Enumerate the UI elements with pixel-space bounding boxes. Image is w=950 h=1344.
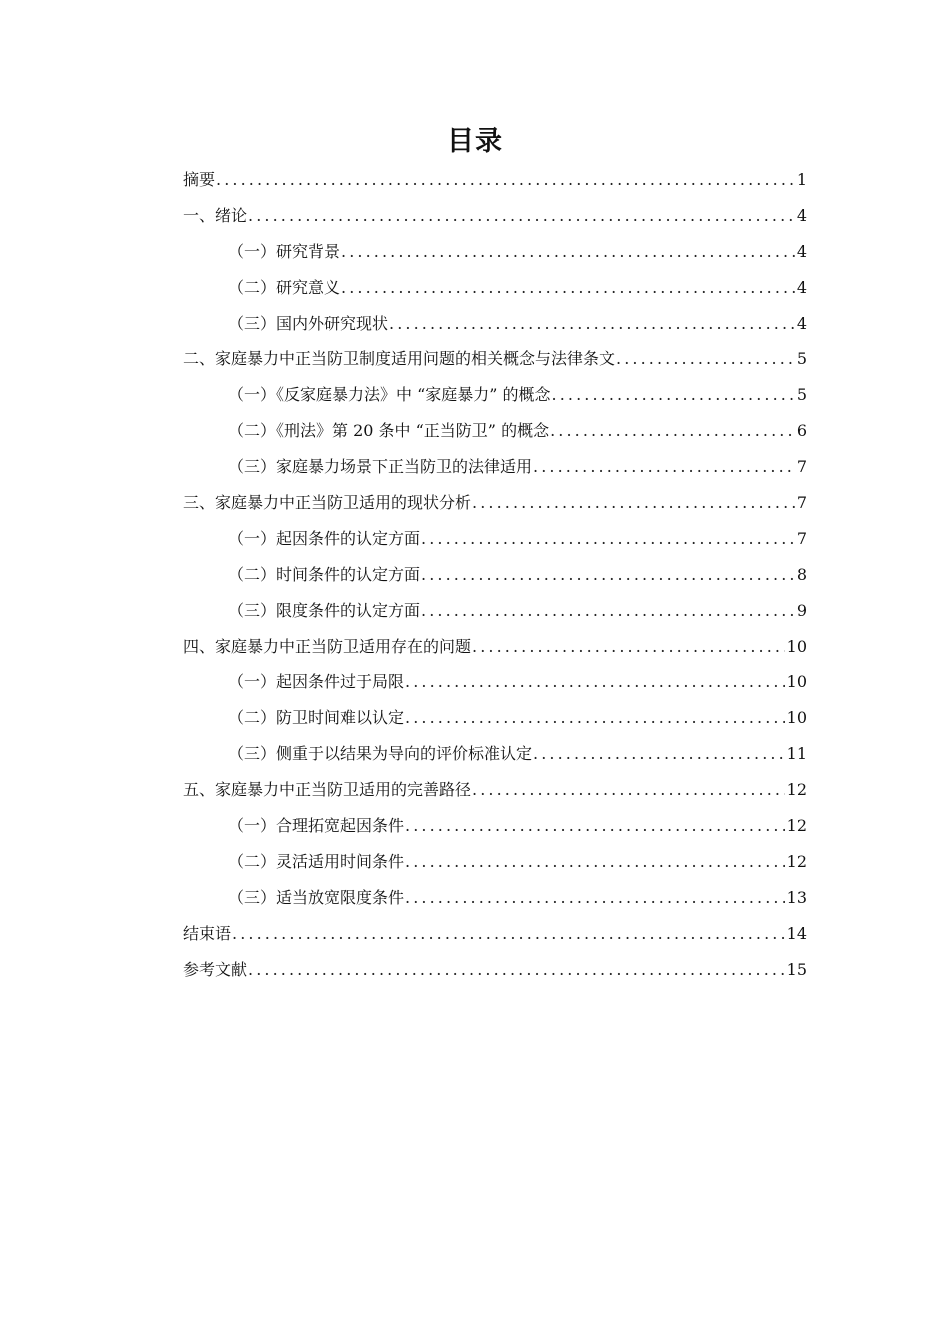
toc-dot-leader bbox=[421, 521, 795, 557]
toc-entry[interactable] bbox=[183, 629, 807, 665]
toc-dot-leader bbox=[232, 916, 785, 952]
toc-entry[interactable] bbox=[183, 952, 807, 988]
toc-entry-page: 8 bbox=[796, 564, 807, 584]
toc-entry[interactable] bbox=[183, 736, 807, 772]
toc-entry-page: 5 bbox=[796, 349, 807, 369]
toc-entry-label: （一）《反家庭暴力法》中 “家庭暴力” 的概念 bbox=[228, 385, 551, 405]
toc-entry-label: （二）研究意义 bbox=[228, 277, 341, 297]
toc-entry-label: （一）研究背景 bbox=[228, 241, 341, 261]
toc-dot-leader bbox=[216, 162, 795, 198]
toc-entry[interactable] bbox=[183, 521, 807, 557]
toc-dot-leader bbox=[616, 341, 795, 377]
toc-dot-leader bbox=[533, 736, 785, 772]
toc-entry-label: （二）灵活适用时间条件 bbox=[228, 851, 405, 871]
toc-entry[interactable] bbox=[183, 162, 807, 198]
toc-entry-page: 7 bbox=[796, 457, 807, 477]
toc-entry-page: 9 bbox=[796, 600, 807, 620]
toc-entry-label: 二、家庭暴力中正当防卫制度适用问题的相关概念与法律条文 bbox=[183, 349, 616, 369]
toc-entry-label: （三）国内外研究现状 bbox=[228, 313, 389, 333]
toc-entry-page: 6 bbox=[796, 421, 807, 441]
toc-entry-page: 11 bbox=[786, 744, 807, 764]
toc-list bbox=[183, 162, 807, 987]
toc-entry-label: （二）防卫时间难以认定 bbox=[228, 708, 405, 728]
toc-entry-page: 10 bbox=[786, 636, 807, 656]
toc-entry-label: 一、绪论 bbox=[183, 205, 248, 225]
toc-dot-leader bbox=[552, 377, 795, 413]
toc-entry-page: 12 bbox=[786, 816, 807, 836]
toc-entry-page: 7 bbox=[796, 528, 807, 548]
toc-entry-label: 结束语 bbox=[183, 923, 232, 943]
toc-entry-label: 参考文献 bbox=[183, 959, 248, 979]
toc-entry[interactable] bbox=[183, 664, 807, 700]
toc-entry-page: 14 bbox=[786, 923, 807, 943]
toc-entry-page: 7 bbox=[796, 493, 807, 513]
toc-entry-label: （一）起因条件的认定方面 bbox=[228, 528, 421, 548]
toc-entry-page: 5 bbox=[796, 385, 807, 405]
toc-entry-page: 10 bbox=[786, 708, 807, 728]
toc-entry-label: （一）合理拓宽起因条件 bbox=[228, 816, 405, 836]
toc-entry-label: （一）起因条件过于局限 bbox=[228, 672, 405, 692]
toc-dot-leader bbox=[405, 880, 785, 916]
toc-entry-page: 4 bbox=[796, 313, 807, 333]
toc-dot-leader bbox=[389, 306, 795, 342]
toc-entry-label: 三、家庭暴力中正当防卫适用的现状分析 bbox=[183, 493, 472, 513]
toc-dot-leader bbox=[405, 844, 785, 880]
toc-entry[interactable] bbox=[183, 808, 807, 844]
toc-entry[interactable] bbox=[183, 306, 807, 342]
toc-dot-leader bbox=[248, 952, 785, 988]
toc-entry-page: 12 bbox=[786, 780, 807, 800]
toc-dot-leader bbox=[550, 413, 795, 449]
toc-dot-leader bbox=[341, 270, 795, 306]
toc-entry-page: 1 bbox=[796, 170, 807, 189]
toc-entry-label: （三）家庭暴力场景下正当防卫的法律适用 bbox=[228, 457, 533, 477]
toc-entry-page: 13 bbox=[786, 887, 807, 907]
toc-dot-leader bbox=[341, 234, 795, 270]
toc-dot-leader bbox=[472, 772, 785, 808]
toc-entry[interactable] bbox=[183, 700, 807, 736]
toc-entry-page: 4 bbox=[796, 205, 807, 225]
toc-entry[interactable] bbox=[183, 772, 807, 808]
toc-entry-label: （三）限度条件的认定方面 bbox=[228, 600, 421, 620]
toc-dot-leader bbox=[421, 593, 795, 629]
toc-entry[interactable] bbox=[183, 485, 807, 521]
toc-dot-leader bbox=[248, 198, 795, 234]
toc-entry[interactable] bbox=[183, 880, 807, 916]
toc-entry-label: （二）《刑法》第 20 条中 “正当防卫” 的概念 bbox=[228, 421, 550, 441]
toc-entry[interactable] bbox=[183, 844, 807, 880]
toc-dot-leader bbox=[421, 557, 795, 593]
toc-entry-page: 15 bbox=[786, 959, 807, 979]
toc-entry[interactable] bbox=[183, 449, 807, 485]
toc-entry[interactable] bbox=[183, 341, 807, 377]
toc-entry[interactable] bbox=[183, 270, 807, 306]
toc-entry-page: 10 bbox=[786, 672, 807, 692]
toc-dot-leader bbox=[472, 485, 795, 521]
toc-entry-page: 4 bbox=[796, 241, 807, 261]
toc-entry[interactable] bbox=[183, 234, 807, 270]
toc-entry[interactable] bbox=[183, 413, 807, 449]
toc-entry-label: 五、家庭暴力中正当防卫适用的完善路径 bbox=[183, 780, 472, 800]
toc-entry-label: 四、家庭暴力中正当防卫适用存在的问题 bbox=[183, 636, 472, 656]
toc-entry-page: 12 bbox=[786, 851, 807, 871]
toc-entry-page: 4 bbox=[796, 277, 807, 297]
toc-dot-leader bbox=[472, 629, 785, 665]
toc-dot-leader bbox=[405, 700, 785, 736]
toc-entry-label: （三）侧重于以结果为导向的评价标准认定 bbox=[228, 744, 533, 764]
toc-title: 目录 bbox=[447, 126, 503, 157]
toc-entry[interactable] bbox=[183, 377, 807, 413]
toc-entry-label: 摘要 bbox=[183, 170, 216, 189]
toc-entry[interactable] bbox=[183, 198, 807, 234]
toc-entry-label: （三）适当放宽限度条件 bbox=[228, 887, 405, 907]
toc-entry[interactable] bbox=[183, 916, 807, 952]
toc-entry-label: （二）时间条件的认定方面 bbox=[228, 564, 421, 584]
toc-dot-leader bbox=[533, 449, 795, 485]
toc-dot-leader bbox=[405, 808, 785, 844]
toc-entry[interactable] bbox=[183, 557, 807, 593]
toc-dot-leader bbox=[405, 664, 785, 700]
toc-entry[interactable] bbox=[183, 593, 807, 629]
